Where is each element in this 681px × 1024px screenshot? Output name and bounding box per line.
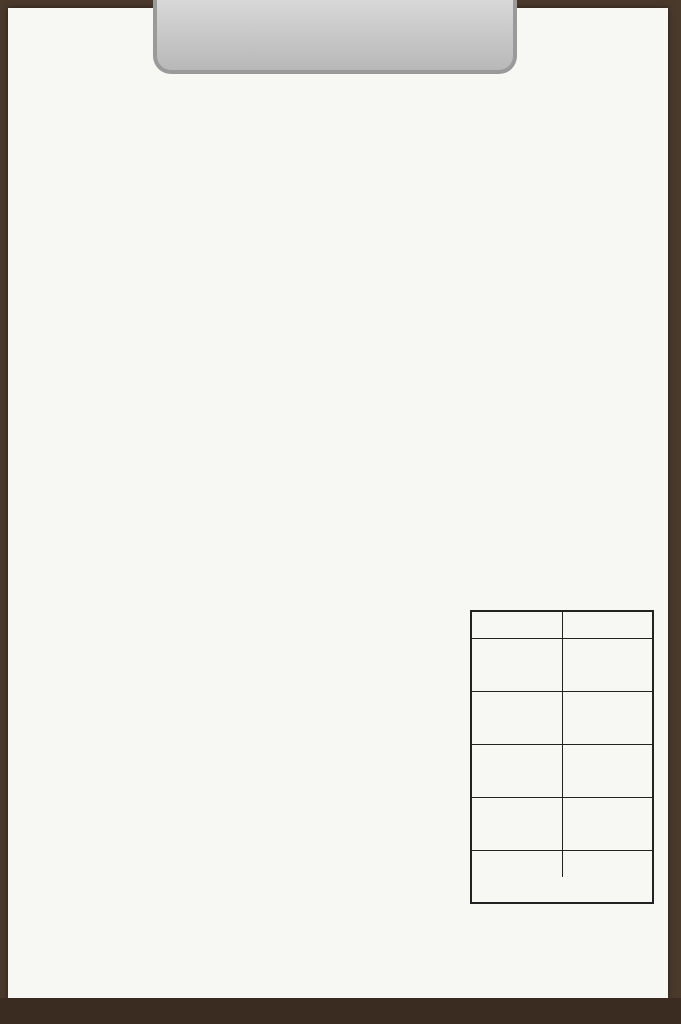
diners-cell[interactable] xyxy=(563,639,653,691)
price-table xyxy=(470,610,654,904)
close-order-header xyxy=(563,851,653,877)
price-339[interactable] xyxy=(472,692,563,744)
price-139[interactable] xyxy=(472,798,563,850)
price-545[interactable] xyxy=(472,639,563,691)
diners-cell[interactable] xyxy=(563,745,653,797)
diners-cell[interactable] xyxy=(563,798,653,850)
diners-cell[interactable] xyxy=(563,692,653,744)
entry-time-header xyxy=(472,851,563,877)
desk-surface xyxy=(0,998,681,1024)
price-239[interactable] xyxy=(472,745,563,797)
price-header xyxy=(472,612,563,638)
diners-header xyxy=(563,612,653,638)
clipboard-clip xyxy=(153,0,517,74)
